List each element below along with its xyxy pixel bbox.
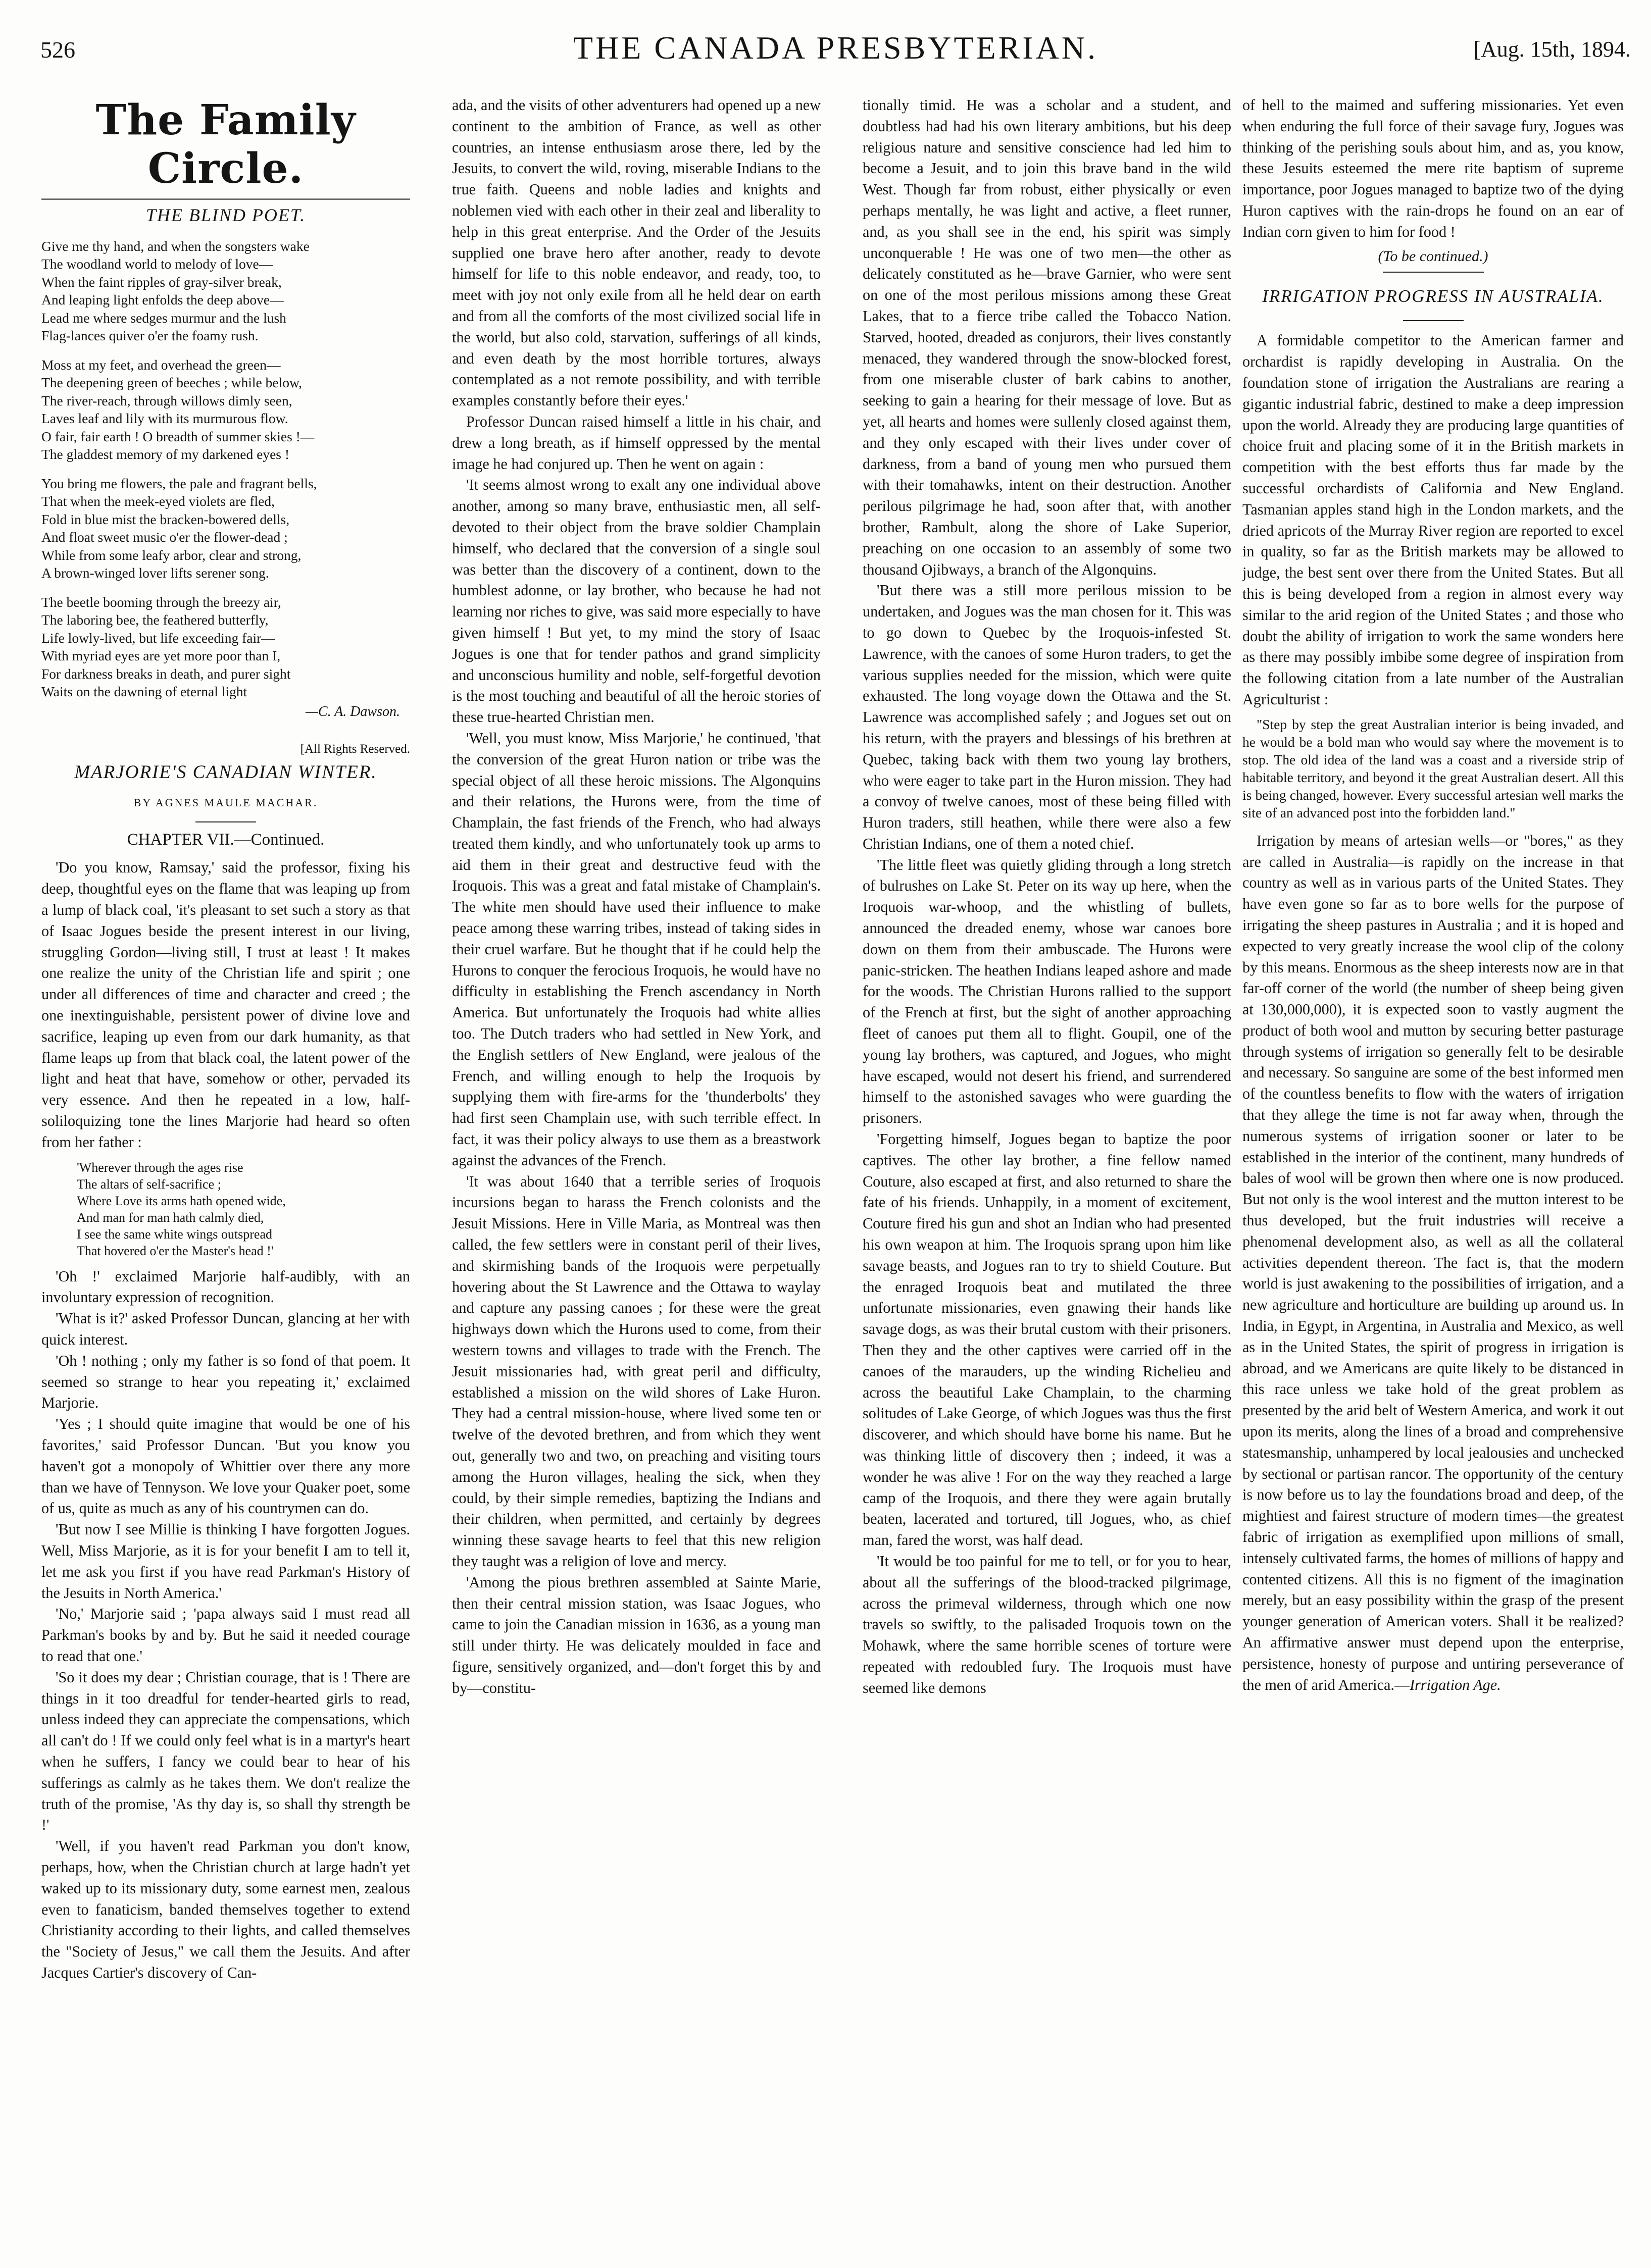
poem-line: With myriad eyes are yet more poor than I, <box>41 648 281 664</box>
poem-line: The beetle booming through the breezy air, <box>41 594 281 610</box>
page-number: 526 <box>40 37 75 63</box>
story-paragraph: 'No,' Marjorie said ; 'papa always said I must read all Parkman's books by and by. But he said it needed courage to read that one.' <box>41 1605 410 1665</box>
story-paragraph: 'The little fleet was quietly gliding through a long stretch of bulrushes on Lake St. Peter on its way up here, when the Iroquois war-whoop, and the whistling of bullets, announced the dreaded enemy, whose war canoes bore down on them from their ambuscade. The Hurons were panic-stricken. The heathen Indians leaped ashore and made for the woods. The Christian Hurons rallied to the support of the French at first, but the sight of another approaching fleet of canoes put them all to flight. Goupil, one of the young lay brothers, was captured, and Jogues, who might have escaped, would not desert his friend, and surrendered himself to the astonished savages who were guarding the prisoners. <box>863 856 1231 1127</box>
poem-line: Flag-lances quiver o'er the foamy rush. <box>41 328 259 344</box>
verse-line: I see the same white wings outspread <box>77 1226 273 1242</box>
poem-line: Lead me where sedges murmur and the lush <box>41 310 286 326</box>
story-paragraph: 'But now I see Millie is thinking I have forgotten Jogues. Well, Miss Marjorie, as it is for your benefit I am to tell it, let me ask you first if you have read Parkman's History of the Jesuits in North America.' <box>41 1521 410 1602</box>
poem-line: Waits on the dawning of eternal light <box>41 684 247 700</box>
story-paragraph: 'Among the pious brethren assembled at Sainte Marie, then their central mission station, was Isaac Jogues, who came to join the Canadian mission in 1636, as a young man still under thirty. He was delicately moulded in face and figure, sensitively organized, and—don't forget this by and by—constitu- <box>452 1573 821 1696</box>
article-quote <box>1242 715 1624 821</box>
rights-notice: [All Rights Reserved. <box>300 742 410 756</box>
story-byline: BY AGNES MAULE MACHAR. <box>133 796 318 809</box>
verse-line: 'Wherever through the ages rise <box>77 1160 243 1175</box>
chapter-heading: CHAPTER VII.—Continued. <box>127 830 325 849</box>
poem-line: Laves leaf and lily with its murmurous flow. <box>41 410 288 427</box>
story-paragraph: Professor Duncan raised himself a little in his chair, and drew a long breath, as if himself oppressed by the mental image he had conjured up. Then he went on again : <box>452 413 821 473</box>
article-title: IRRIGATION PROGRESS IN AUSTRALIA. <box>1262 286 1604 306</box>
poem-line: The deepening green of beeches ; while below, <box>41 375 302 391</box>
poem-line: When the faint ripples of gray-silver break, <box>41 274 282 290</box>
poem-stanza <box>41 475 410 582</box>
poem-line: The gladdest memory of my darkened eyes ! <box>41 446 290 462</box>
article-attribution: Irrigation Age. <box>1410 1676 1501 1693</box>
story-paragraph: of hell to the maimed and suffering missionaries. Yet even when enduring the full force of their savage fury, Jogues was thinking of the perishing souls about him, and as, you know, these Jesuits esteemed the mere rite baptism of supreme importance, poor Jogues managed to baptize two of the dying Huron captives with the rain-drops he found on an ear of Indian corn given to him for food ! <box>1242 96 1624 240</box>
story-paragraph: 'Oh ! nothing ; only my father is so fond of that poem. It seemed so strange to hear you repeating it,' exclaimed Marjorie. <box>41 1352 410 1412</box>
column-4 <box>1242 95 1624 2258</box>
poem-line: The river-reach, through willows dimly seen, <box>41 392 292 408</box>
story-paragraph: 'What is it?' asked Professor Duncan, glancing at her with quick interest. <box>41 1310 410 1349</box>
poem-line: For darkness breaks in death, and purer sight <box>41 665 291 682</box>
divider <box>1403 320 1464 321</box>
poem-author: —C. A. Dawson. <box>306 703 400 719</box>
poem-line: Moss at my feet, and overhead the green— <box>41 356 281 373</box>
column-2 <box>452 95 821 2258</box>
verse-line: And man for man hath calmly died, <box>77 1210 264 1225</box>
verse-line: The altars of self-sacrifice ; <box>77 1176 221 1192</box>
quote-text: "Step by step the great Australian interior is being invaded, and he would be a bold man who would say where the movement is to stop. The old idea of the land was a coast and a riverside strip of habitable territory, and beyond it the great Australian desert. All this is being changed, however. Every successful artesian well marks the site of an advanced post into the forbidden land." <box>1242 716 1624 820</box>
poem-body <box>41 237 410 721</box>
story-paragraph: 'It seems almost wrong to exalt any one individual above another, among so many brave, enthusiastic men, all self-devoted to their object from the brave soldier Champlain himself, who declared that the conversion of a single soul was better than the discovery of a continent, down to the humblest adonne, or lay brother, who because he had not learning nor riches to give, was said more especially to have given himself ! But yet, to my mind the story of Isaac Jogues is one that for tender pathos and grand simplicity and unconscious humility and noble, self-forgetful devotion is the most touching and beautiful of all the heroic stories of these true-hearted Christian men. <box>452 476 821 726</box>
poem-line: And float sweet music o'er the flower-dead ; <box>41 529 288 545</box>
column-3 <box>863 95 1231 2258</box>
article-text: Irrigation by means of artesian wells—or "bores," as they are called in Australia—is rapidly on the increase in that country as well as in various parts of the United States. They have even gone so far as to bore wells for the purpose of irrigating the sheep pastures in Australia ; and it is hoped and expected to very greatly increase the wool clip of the colony by this means. Enormous as the sheep interests now are in that far-off corner of the world (the number of sheep being given at 130,000,000), it is expected soon to vastly augment the product of both wool and mutton by securing better pasturage through systems of irrigation so generally felt to be desirable and necessary. So sanguine are some of the best informed men of the countless benefits to flow with the waters of irrigation that they allege the time is not far away when, through the numerous systems of irrigation sooner or later to be established in the interior of the continent, many hundreds of bales of wool will be grown then where one is now produced. But not only is the wool interest and the mutton interest to be thus developed, but the fruit industries will receive a phenomenal development also, as well as all the collateral activities dependent thereon. The fact is, that the modern world is just awakening to the possibilities of irrigation, and a new agriculture and horticulture are building up around us. In India, in Egypt, in Argentina, in Australia and Mexico, as well as in the United States, the spirit of progress in irrigation is abroad, and we Americans are quite likely to be distanced in this race unless we take hold of the great problem as presented by the arid belt of Western America, and work it out upon its merits, along the lines of a broad and comprehensive statesmanship, unhampered by local jealousies and unchecked by sectional or partisan rancor. The opportunity of the century is now before us to lay the foundations broad and deep, of the mightiest and fairest structure of modern times—the greatest fabric of irrigation as exemplified upon millions of small, intensely cultivated farms, the homes of millions of happy and contented citizens. All this is no figment of the imagination merely, but an easy possibility within the grasp of the present younger generation of American voters. Shall it be realized? An affirmative answer must depend upon the enterprise, persistence, honesty of purpose and untiring perseverance of the men of arid America.— <box>1242 832 1624 1693</box>
poem-line: O fair, fair earth ! O breadth of summer skies !— <box>41 428 315 444</box>
poem-stanza <box>41 237 410 345</box>
poem-line: While from some leafy arbor, clear and strong, <box>41 547 302 563</box>
poem-line: Life lowly-lived, but life exceeding fair— <box>41 630 275 646</box>
divider <box>41 198 410 200</box>
continued-note: (To be continued.) <box>1378 247 1488 265</box>
poem-title: THE BLIND POET. <box>145 205 306 225</box>
section-title: The Family Circle. <box>95 96 356 193</box>
story-paragraph: 'It was about 1640 that a terrible series of Iroquois incursions began to harass the French colonists and the Jesuit Missions. Here in Ville Maria, as Montreal was then called, the few settlers were in constant peril of their lives, and skirmishing bands of the Iroquois were perpetually hovering about the St Lawrence and the Ottawa to waylay and capture any passing canoes ; for these were the great highways down which the Hurons used to come, from their western towns and villages to trade with the French. The Jesuit missionaries had, with great peril and difficulty, established a mission on the wild shores of Lake Huron. They had a central mission-house, where lived some ten or twelve of the devoted brethren, and from which they went out, generally two and two, on preaching and visiting tours among the Huron villages, healing the sick, when they could, by their simple remedies, baptizing the Indians and their children, when permitted, and certainly by degrees winning these savage hearts to feel that this new religion they taught was a religion of love and mercy. <box>452 1172 821 1570</box>
column-1 <box>41 95 410 2258</box>
story-title: MARJORIE'S CANADIAN WINTER. <box>74 762 377 783</box>
masthead <box>40 29 1631 78</box>
quoted-verse <box>77 1159 410 1259</box>
poem-line: The woodland world to melody of love— <box>41 256 273 272</box>
divider <box>195 821 256 822</box>
verse-line: That hovered o'er the Master's head !' <box>77 1243 274 1258</box>
article-paragraph <box>1242 831 1624 1696</box>
story-paragraph: 'Well, you must know, Miss Marjorie,' he continued, 'that the conversion of the great Huron nation or tribe was the special object of all these heroic missions. The Algonquins and their relations, the Hurons were, from the time of Champlain, the fast friends of the French, who had always treated them kindly, and who unfortunately took up arms to aid them in their great and destructive feud with the Iroquois. This was a great and fatal mistake of Champlain's. The white men should have used their influence to make peace among these warring tribes, instead of taking sides in their cruel warfare. But he thought that if he could help the Hurons to conquer the ferocious Iroquois, he would have no difficulty in establishing the French ascendancy in North America. But unfortunately the Iroquois had white allies too. The Dutch traders who had settled in New York, and the English settlers of New England, were jealous of the French, and willing enough to help the Iroquois by supplying them with fire-arms for the 'thunderbolts' they had first seen Champlain use, with such terrible effect. In fact, it was their policy always to use them as a breastwork against the advances of the French. <box>452 729 821 1169</box>
poem-line: That when the meek-eyed violets are fled, <box>41 493 275 509</box>
article-paragraph: A formidable competitor to the American farmer and orchardist is rapidly developing in Australia. On the foundation stone of irrigation the Australians are rearing a gigantic industrial fabric, destined to make a deep impression upon the world. Already they are producing large quantities of choice fruit and placing some of it in the British markets in competition with the best efforts thus far made by the successful orchardists of California and New England. Tasmanian apples stand high in the London markets, and the dried apricots of the Murray River region are reported to excel in quality, so far as the British markets may be allowed to judge, the best sent over there from the United States. But all this is being developed from a region in almost every way similar to the arid region of the United States ; and those who doubt the ability of irrigation to work the same wonders here as there may possibly imbibe some degree of inspiration from the following citation from a late number of the Australian Agriculturist : <box>1242 332 1624 708</box>
story-paragraph: tionally timid. He was a scholar and a student, and doubtless had had his own literary ambitions, but his deep religious nature and sensitive conscience had led him to become a Jesuit, and to join this brave band in the wild West. Though far from robust, either physically or even perhaps mentally, he was light and active, a fleet runner, and, as you shall see in the end, his spirit was simply unconquerable ! He was one of two men—the other as delicately constituted as he—brave Garnier, who were sent on one of the most perilous missions among these Great Lakes, that to a fierce tribe called the Tobacco Nation. Starved, hooted, dreaded as conjurors, their lives constantly menaced, they wandered through the snow-blocked forest, from one miserable cluster of bark cabins to another, seeking to gain a hearing for their message of love. But as yet, all hearts and homes were sullenly closed against them, and they only escaped with their lives under cover of darkness, from a band of young men who pursued them with their tomahawks, intent on their destruction. Another perilous pilgrimage he had, soon after that, with another brother, Rambult, along the shore of Lake Superior, preaching on one occasion to an assembly of some two thousand Ojibways, a branch of the Algonquins. <box>863 96 1231 578</box>
verse-line: Where Love its arms hath opened wide, <box>77 1193 286 1208</box>
story-paragraph: 'Yes ; I should quite imagine that would be one of his favorites,' said Professor Duncan. 'But you know you haven't got a monopoly of Whittier over there any more than we have of Tennyson. We love your Quaker poet, some of us, quite as much as any of his countrymen can do. <box>41 1415 410 1517</box>
poem-line: Fold in blue mist the bracken-bowered dells, <box>41 511 290 527</box>
story-paragraph: 'Forgetting himself, Jogues began to baptize the poor captives. The other lay brother, a fine fellow named Couture, also escaped at first, and also returned to share the fate of his friends. Unhappily, in a moment of excitement, Couture fired his gun and shot an Indian who had presented his own weapon at him. The Iroquois sprang upon him like savage beasts, and Jogues ran to try to shield Couture. But the enraged Iroquois beat and mutilated the three unfortunate missionaries, even gnawing their hands like savage dogs, as was their brutal custom with their prisoners. Then they and the other captives were carried off in the canoes of the marauders, up the winding Richelieu and across the beautiful Lake Champlain, to the charming solitudes of Lake George, of which Jogues was thus the first discoverer, and which should have borne his name. But he was thinking little of discovery then ; indeed, it was a wonder he was alive ! For on the way they reached a large camp of the Iroquois, and there they were again brutally beaten, lacerated and tortured, till Jogues, who, as chief man, fared the worst, was half dead. <box>863 1130 1231 1549</box>
poem-line: And leaping light enfolds the deep above— <box>41 292 284 308</box>
story-paragraph: 'Do you know, Ramsay,' said the professor, fixing his deep, thoughtful eyes on the flame that was leaping up from a lump of black coal, 'it's pleasant to set such a story as that of Isaac Jogues beside the present interest in our living, struggling Gordon—living still, I trust at least ! It makes one realize the unity of the Christian life and spirit ; one under all differences of time and character and creed ; the one inextinguishable, persistent power of divine love and sacrifice, leaping up even from our dark humanity, as that flame leaps up from that black coal, the latent power of the light and heat that have, somehow or other, pervaded its very essence. And then he repeated in a low, half-soliloquizing tone the lines Marjorie had heard so often from her father : <box>41 859 410 1151</box>
poem-stanza <box>41 593 410 701</box>
poem-line: The laboring bee, the feathered butterfly, <box>41 612 269 628</box>
poem-line: You bring me flowers, the pale and fragrant bells, <box>41 475 317 491</box>
issue-date: [Aug. 15th, 1894. <box>1473 37 1631 62</box>
poem-line: Give me thy hand, and when the songsters wake <box>41 238 310 254</box>
story-paragraph: 'But there was a still more perilous mission to be undertaken, and Jogues was the man chosen for it. This was to go down to Quebec by the Iroquois-infested St. Lawrence, with the canoes of some Huron traders, to get the various supplies needed for the mission, which were quite exhausted. The long voyage down the Ottawa and the St. Lawrence was accomplished safely ; and Jogues set out on his return, with the prayers and blessings of his brethren at Quebec, taking back with them two young lay brothers, who were eager to take part in the Huron mission. They had a convoy of twelve canoes, most of these being filled with Huron traders, still heathen, while there were also a few Christian Indians, one of them a noted chief. <box>863 582 1231 852</box>
story-paragraph: 'Oh !' exclaimed Marjorie half-audibly, with an involuntary expression of recognition. <box>41 1267 410 1306</box>
story-paragraph: 'It would be too painful for me to tell, or for you to hear, about all the sufferings of the blood-tracked pilgrimage, across the primeval wilderness, through which one now travels so swiftly, to the palisaded Iroquois town on the Mohawk, where the same horrible scenes of torture were repeated with redoubled fury. The Iroquois must have seemed like demons <box>863 1552 1231 1696</box>
newspaper-title: THE CANADA PRESBYTERIAN. <box>573 30 1098 66</box>
story-paragraph: ada, and the visits of other adventurers had opened up a new continent to the ambition of France, as well as other countries, an intense enthusiasm arose there, led by the Jesuits, to convert the wild, roving, miserable Indians to the true faith. Queens and noble ladies and knights and noblemen vied with each other in their zeal and liberality to help in this great enterprise. And the Order of the Jesuits supplied one brave hero after another, ready to devote himself for life to this noble endeavor, and ready, too, to meet with joy not only exile from all he held dear on earth and from all the comforts of the most civilized social life in the world, but also cold, starvation, sufferings of all kinds, and even death by the most horrible tortures, always contemplated as a not remote possibility, and with terrible examples constantly before their eyes.' <box>452 96 821 409</box>
story-paragraph: 'So it does my dear ; Christian courage, that is ! There are things in it too dreadful for tender-hearted girls to read, unless indeed they can appreciate the compensations, which all can't do ! If we could only feel what is in a martyr's heart when he suffers, I fancy we could bear to hear of his sufferings as calmly as he takes them. We don't realize the truth of the promise, 'As thy day is, so shall thy strength be !' <box>41 1668 410 1834</box>
story-paragraph: 'Well, if you haven't read Parkman you don't know, perhaps, how, when the Christian church at large hadn't yet waked up to its missionary duty, some earnest men, zealous even to fanaticism, banded themselves together to extend Christianity according to their lights, and called themselves the "Society of Jesus," we call them the Jesuits. And after Jacques Cartier's discovery of Can- <box>41 1837 410 1981</box>
poem-stanza <box>41 356 410 463</box>
divider <box>1383 272 1484 273</box>
poem-line: A brown-winged lover lifts serener song. <box>41 565 269 581</box>
